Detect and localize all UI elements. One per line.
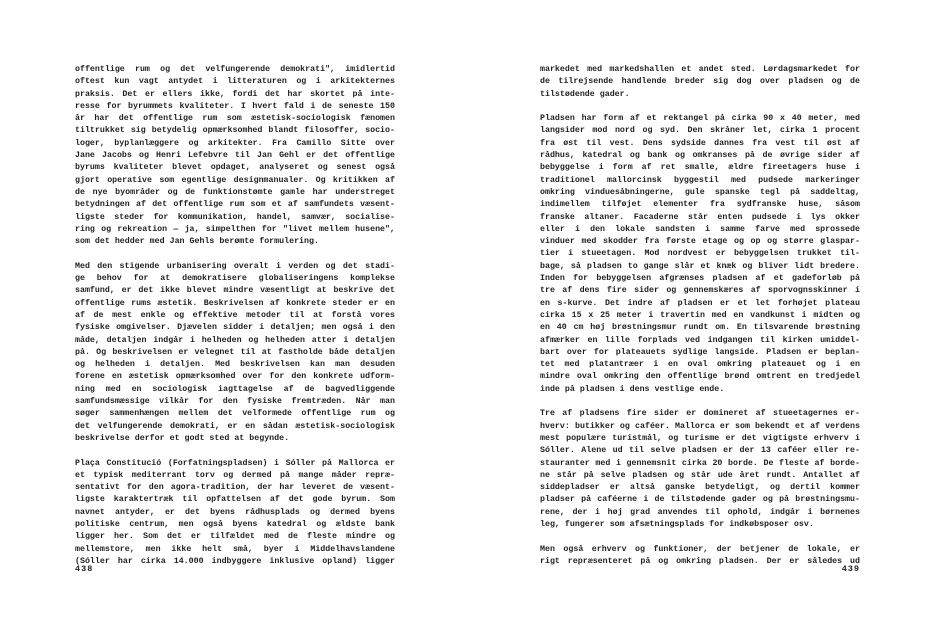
text-line: Plaça Constitució (Forfatningspladsen) i Sóller på Mallorca er <box>75 458 395 468</box>
text-line: de nye byområder og de funktionstømte gamle har understreget <box>75 187 395 197</box>
text-line: tiltrukket sig betydelig opmærksomhed blandt filosoffer, socio- <box>75 126 395 136</box>
text-line: søger sammenhængen mellem det velformede offentlige rum og <box>75 409 395 419</box>
text-line: bebyggelse i form af ret smalle, ældre fireetagers huse i <box>540 163 860 173</box>
text-line: afmærker en lille forplads ved indgangen til kirken umiddel- <box>540 335 860 345</box>
text-line: hverv: butikker og caféer. Mallorca er som bekendt et af verdens <box>540 421 860 431</box>
text-line: rådhus, katedral og bank og omkranses på de øvrige sider af <box>540 151 860 161</box>
text-line: tier i stueetagen. Mod nordvest er bebyggelsen trukket til- <box>540 249 860 259</box>
text-line: byrums kvaliteter blevet opdaget, analyseret og senest også <box>75 163 395 173</box>
text-line: det velfungerende demokrati, er en sådan æstetisk-sociologisk <box>75 421 395 431</box>
text-line: en s-kurve. Det indre af pladsen er et let forhøjet plateau <box>540 298 860 308</box>
text-line: beskrivelse derfor et godt sted at begynde. <box>75 433 290 443</box>
text-line: af de mest enkle og effektive metoder til at forstå vores <box>75 310 395 320</box>
text-line: rigt repræsenteret på og omkring pladsen. Der er således ud <box>540 556 860 566</box>
text-line: leg, fungerer som afsætningsplads for indkøbsposer osv. <box>540 519 814 529</box>
text-line: ring og rekreation — ja, simpelthen for "livet mellem husene", <box>75 224 395 234</box>
blank-line <box>540 101 860 113</box>
text-line: cirka 15 x 25 meter i travertin med en vandkunst i midten og <box>540 310 860 320</box>
text-line: mest populære turistmål, og turisme er det vigtigste erhverv i <box>540 433 860 443</box>
text-line: Tre af pladsens fire sider er domineret af stueetagernes er- <box>540 409 860 419</box>
text-line: eller i den lokale sandsten i samme farve med sprossede <box>540 224 860 234</box>
text-line: oftest kun vagt antydet i litteraturen og i arkitekternes <box>75 77 395 87</box>
text-line: forene en æstetisk opmærksomhed over for den konkrete udform- <box>75 372 395 382</box>
text-line: franske altaner. Facaderne står enten pudsede i lys okker <box>540 212 860 222</box>
text-line: et typisk mediterrant torv og dermed på mange måder repræ- <box>75 470 395 480</box>
text-line: samfund, er det ikke blevet mindre væsentligt at beskrive det <box>75 286 395 296</box>
text-line: Men også erhverv og funktioner, der betjener de lokale, er <box>540 544 860 554</box>
text-line: tre af dens fire sider og gennemskæres af sporvognsskinner i <box>540 286 860 296</box>
text-line: rene, der i høj grad anvendes til ophold, indgår i børnenes <box>540 507 860 517</box>
text-line: en 40 cm høj brøstningsmur rundt om. En tilsvarende brøstning <box>540 323 860 333</box>
text-line: pladser på caféerne i de tilstødende gader og på brøstningsmu- <box>540 495 860 505</box>
page-left-text <box>75 64 395 568</box>
page-left <box>75 0 395 624</box>
text-line: tilstødende gader. <box>540 89 630 99</box>
text-line: ge behov for at demokratisere globaliseringens komplekse <box>75 274 395 284</box>
text-line: stauranter med i gennemsnit cirka 20 borde. De fleste af borde- <box>540 458 860 468</box>
text-line: praksis. Det er ellers ikke, fordi det har skortet på inte- <box>75 89 395 99</box>
text-line: gjort operative som egentlige designmanualer. Og kritikken af <box>75 175 395 185</box>
text-line: Sóller. Alene ud til selve pladsen er der 13 caféer eller re- <box>540 446 860 456</box>
text-line: fra øst til vest. Dens sydside dannes fra vest til øst af <box>540 138 860 148</box>
text-line: måde, detaljen indgår i helheden og helheden atter i detaljen <box>75 335 395 345</box>
text-line: år har det offentlige rum som æstetisk-sociologisk fænomen <box>75 114 395 124</box>
text-line: traditionel mallorcinsk byggestil med pudsede markeringer <box>540 175 860 185</box>
text-line: mindre oval omkring den offentlige brønd omtrent en tredjedel <box>540 372 860 382</box>
text-line: mellemstore, men ikke helt små, byer i Middelhavslandene <box>75 544 395 554</box>
text-line: som det hedder med Jan Gehls berømte formulering. <box>75 237 319 247</box>
text-line: omkring vinduesåbningerne, gule spanske tegl på saddeltag, <box>540 187 860 197</box>
text-line: vinduer med skodder fra første etage og op og større glaspar- <box>540 237 860 247</box>
text-line: offentlige rum og det velfungerende demokrati", imidlertid <box>75 65 395 74</box>
blank-line <box>540 396 860 408</box>
text-line: loger, byplanlæggere og arkitekter. Fra Camillo Sitte over <box>75 138 395 148</box>
blank-line <box>75 445 395 457</box>
text-line: de tilrejsende handlende breder sig dog over pladsen og de <box>540 77 860 87</box>
text-line: sentativt for den agora-tradition, der har leveret de væsent- <box>75 483 395 493</box>
text-line: offentlige rums æstetik. Beskrivelsen af konkrete steder er en <box>75 298 395 308</box>
text-line: inde på pladsen i dens vestlige ende. <box>540 384 725 394</box>
text-line: Pladsen har form af et rektangel på cirka 90 x 40 meter, med <box>540 114 860 124</box>
text-line: navnet antyder, er det byens rådhusplads og dermed byens <box>75 507 395 517</box>
text-line: ligste steder for kommunikation, handel, samvær, socialise- <box>75 212 395 222</box>
text-line: indimellem tilføjet elementer fra sydfranske huse, såsom <box>540 200 860 210</box>
text-line: Med den stigende urbanisering overalt i verden og det stadi- <box>75 261 395 271</box>
text-line: betydningen af det offentlige rum som et af samfundets væsent- <box>75 200 395 210</box>
text-line: bart over for plateauets sydlige langside. Pladsen er beplan- <box>540 347 860 357</box>
text-line: ligger her. Som det er tilfældet med de fleste mindre og <box>75 532 395 542</box>
page-number-right: 439 <box>841 564 860 574</box>
text-line: Jane Jacobs og Henri Lefebvre til Jan Gehl er det offentlige <box>75 151 395 161</box>
text-line: resse for byrummets kvaliteter. I hvert fald i de seneste 150 <box>75 101 395 111</box>
blank-line <box>75 248 395 260</box>
page-right-text <box>540 64 860 568</box>
text-line: (Sóller har cirka 14.000 indbyggere inklusive opland) ligger <box>75 556 395 566</box>
text-line: ne står på selve pladsen og står ude året rundt. Antallet af <box>540 470 860 480</box>
text-line: ligste karaktertræk til opfattelsen af det gode byrum. Som <box>75 495 395 505</box>
page-right <box>540 0 860 624</box>
text-line: politiske centrum, men også byens katedral og ældste bank <box>75 519 395 529</box>
text-line: bage, så pladsen to gange slår et knæk og bliver lidt bredere. <box>540 261 860 271</box>
text-line: markedet med markedshallen et andet sted. Lørdagsmarkedet for <box>540 65 860 74</box>
page-number-left: 438 <box>75 564 94 574</box>
text-line: langsider mod nord og syd. Den skråner let, cirka 1 procent <box>540 126 860 136</box>
text-line: ning med en sociologisk iagttagelse af de bagvedliggende <box>75 384 395 394</box>
text-line: fysiske omgivelser. Djævelen sidder i detaljen; men også i den <box>75 323 395 333</box>
text-line: og helheden i detaljen. Med beskrivelsen kan man desuden <box>75 360 395 370</box>
text-line: på. Og beskrivelsen er velegnet til at fastholde både detaljen <box>75 347 395 357</box>
text-line: tet med platantræer i en oval omkring plateauet og i en <box>540 360 860 370</box>
text-line: Inden for bebyggelsen afgrænses pladsen af et gadeforløb på <box>540 274 860 284</box>
text-line: siddepladser er altså ganske betydeligt, og dertil kommer <box>540 483 860 493</box>
blank-line <box>540 531 860 543</box>
text-line: samfundsmæssige vilkår for den fysiske fremtræden. Når man <box>75 397 395 407</box>
